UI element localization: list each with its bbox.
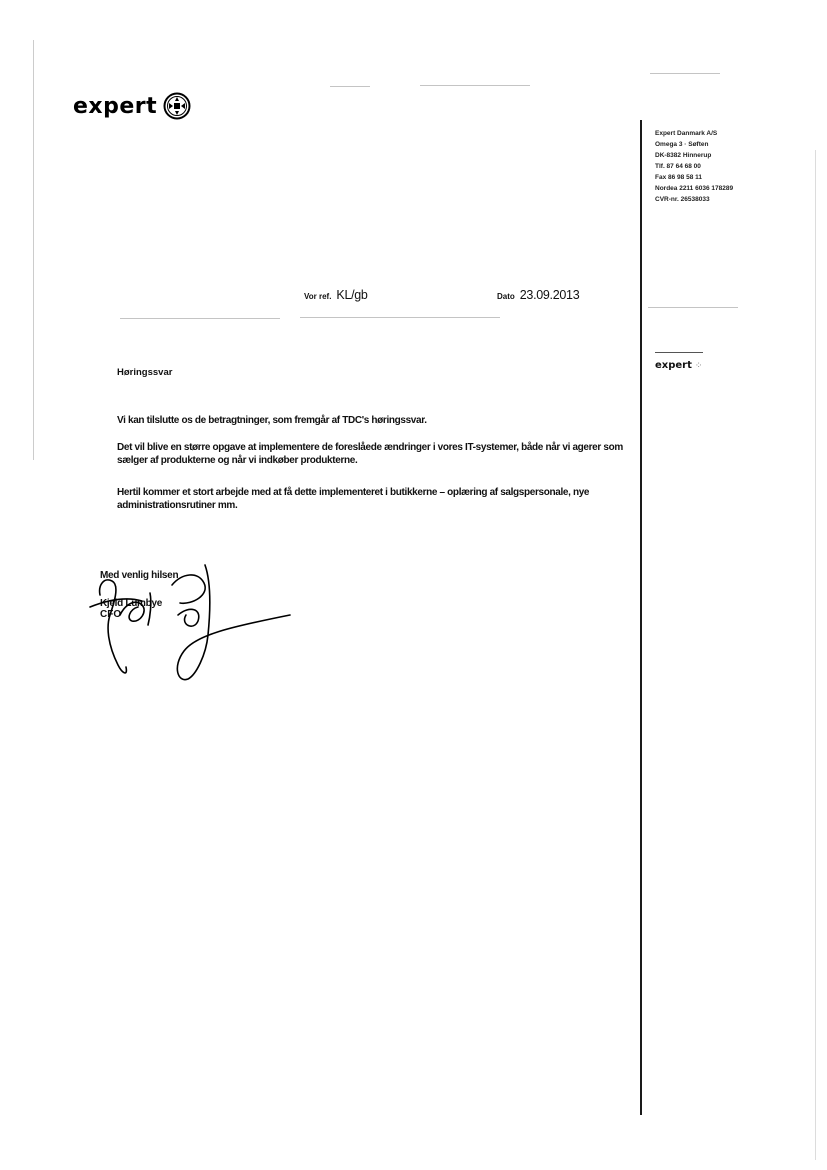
date-label: Dato bbox=[497, 292, 515, 301]
expert-logo bbox=[73, 92, 191, 120]
margin-rule bbox=[640, 120, 642, 1115]
company-info-line: Tlf. 87 64 68 00 bbox=[655, 163, 701, 170]
company-info-line: Expert Danmark A/S bbox=[655, 130, 718, 137]
company-address-block bbox=[655, 128, 733, 205]
company-info-line: Omega 3 · Søften bbox=[655, 141, 709, 148]
side-logo-wordmark: expert bbox=[655, 360, 692, 371]
company-info-line: CVR-nr. 26538033 bbox=[655, 196, 710, 203]
letter-paragraph: Det vil blive en større opgave at implementere de foreslåede ændringer i vores IT-systemer, både når vi agerer som sælger af produkterne og når vi indkøber produkterne. bbox=[117, 442, 623, 466]
scan-speck bbox=[300, 317, 500, 318]
company-info-line: Nordea 2211 6036 178289 bbox=[655, 185, 734, 192]
our-ref-value: KL/gb bbox=[336, 288, 368, 302]
letter-date bbox=[497, 288, 579, 302]
date-value: 23.09.2013 bbox=[519, 288, 580, 302]
letter-paragraph: Hertil kommer et stort arbejde med at få dette implementeret i butikkerne – oplæring af salgspersonale, nye administrationsrutiner mm. bbox=[117, 487, 590, 511]
scan-edge-right bbox=[815, 150, 816, 1160]
scan-speck bbox=[330, 86, 370, 87]
closing-greeting: Med venlig hilsen bbox=[100, 570, 179, 581]
side-logo-emblem-icon: ⁘ bbox=[694, 360, 703, 371]
expert-emblem-icon bbox=[163, 92, 191, 120]
scan-speck bbox=[648, 307, 738, 308]
company-info-line: Fax 86 98 58 11 bbox=[655, 174, 702, 181]
signer-title: CFO bbox=[100, 609, 122, 620]
our-ref-label: Vor ref. bbox=[304, 292, 332, 301]
signer-name: Kjeld Lumbye bbox=[100, 598, 162, 609]
logo-wordmark: expert bbox=[73, 93, 158, 119]
side-divider bbox=[655, 352, 703, 353]
scan-speck bbox=[420, 85, 530, 86]
handwritten-signature bbox=[80, 555, 300, 685]
scan-speck bbox=[120, 318, 280, 319]
letter-paragraph: Vi kan tilslutte os de betragtninger, som fremgår af TDC's høringssvar. bbox=[117, 415, 427, 426]
our-reference bbox=[304, 288, 368, 302]
side-logo bbox=[655, 360, 702, 371]
company-info-line: DK-8382 Hinnerup bbox=[655, 152, 712, 159]
scan-edge-left bbox=[33, 40, 34, 460]
letter-subject: Høringssvar bbox=[117, 367, 173, 378]
scan-speck bbox=[650, 73, 720, 74]
